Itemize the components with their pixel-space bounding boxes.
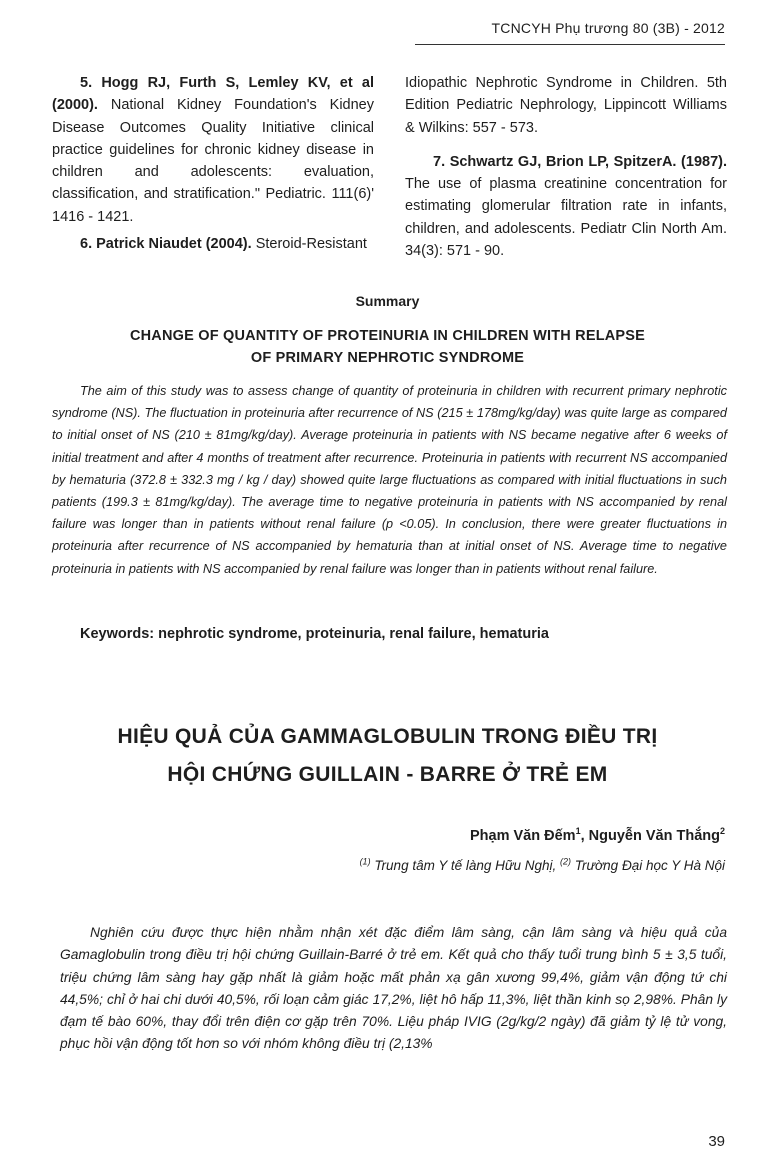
article-title-line-1: HIỆU QUẢ CỦA GAMMAGLOBULIN TRONG ĐIỀU TRỊ [117, 725, 658, 748]
author-1: Phạm Văn Đếm [470, 828, 576, 844]
reference-text: The use of plasma creatinine concentration for estimating glomerular filtration rate in infants, children, and adolescents. Pediatr Clin North Am. 34(3): 571 - 90. [405, 176, 727, 260]
affiliation-1-mark: (1) [359, 856, 371, 867]
affiliation-2: Trường Đại học Y Hà Nội [570, 858, 725, 873]
author-separator: , [580, 828, 589, 844]
article-abstract: Nghiên cứu được thực hiện nhằm nhận xét đặc điểm lâm sàng, cận lâm sàng và hiệu quả của Gamaglobulin trong điều trị hội chứng Guillain-Barré ở trẻ em. Kết quả cho thấy tuổi trung bình 5 ± 3,5 tuổi, triệu chứng lâm sàng hay gặp nhất là giảm hoặc mất phản xạ gân xương 99,4%, giảm vận động tứ chi 44,5%; chỉ ở hai chi dưới 40,5%, rối loạn cảm giác 17,2%, liệt hô hấp 11,3%, liệt thần kinh sọ 2,98%. Phân ly đạm tế bào 60%, thay đổi trên điện cơ gặp trên 70%. Liệu pháp IVIG (2g/kg/2 ngày) đã giảm tỷ lệ tử vong, phục hồi vận động tốt hơn so với nhóm không điều trị (2,13% [60, 925, 727, 1052]
summary-title-line-1: CHANGE OF QUANTITY OF PROTEINURIA IN CHILDREN WITH RELAPSE [129, 328, 646, 344]
keywords: Keywords: nephrotic syndrome, proteinuria, renal failure, hematuria [80, 626, 549, 642]
reference-text: National Kidney Foundation's Kidney Disease Outcomes Quality Initiative clinical practice guidelines for chronic kidney disease in children and adolescents: evaluation, classification, and stratification." Pediatric. 111(6)' 1416 - 1421. [52, 97, 374, 225]
author-2: Nguyễn Văn Thắng [588, 828, 720, 844]
reference-authors: Schwartz GJ, Brion LP, SpitzerA. (1987). [449, 153, 727, 170]
reference-number: 7. [433, 153, 446, 170]
summary-title-line-2: OF PRIMARY NEPHROTIC SYNDROME [250, 350, 525, 366]
article-title [60, 718, 715, 794]
article-title-line-2: HỘI CHỨNG GUILLAIN - BARRE Ở TRẺ EM [167, 763, 608, 786]
summary-heading: Summary [355, 293, 420, 309]
author-2-affiliation-mark: 2 [719, 826, 725, 837]
affiliation-1: Trung tâm Y tế làng Hữu Nghị, [370, 858, 560, 873]
journal-header: TCNCYH Phụ trương 80 (3B) - 2012 [491, 20, 725, 36]
summary-abstract: The aim of this study was to assess change of quantity of proteinuria in children with recurrent primary nephrotic syndrome (NS). The fluctuation in proteinuria after recurrence of NS (215 ± 178mg/kg/day) was quite large as compared to initial onset of NS (210 ± 81mg/kg/day). Average proteinuria in patients with NS became negative after 6 weeks of initial treatment and after 4 months of treatment after recurrence. Proteinuria in patients with recurrent NS accompanied by hematuria (372.8 ± 332.3 mg / kg / day) showed quite large fluctuations as compared with initial fluctuations in such patients (199.3 ± 81mg/kg/day). The average time to negative proteinuria in patients with NS accompanied by renal failure was longer than in patients without renal failure (p <0.05). In conclusion, there were greater fluctuations in proteinuria after recurrence of NS accompanied by hematuria than at initial onset of NS. Average time to negative proteinuria in patients with NS accompanied by renal failure was longer than in patients without renal failure. [52, 384, 727, 576]
header-rule [415, 44, 725, 45]
reference-number: 5. [80, 75, 93, 91]
reference-5 [52, 72, 374, 228]
summary-title [100, 325, 675, 369]
reference-6 [52, 233, 374, 255]
references-right-column [405, 72, 727, 267]
reference-6-continued: Idiopathic Nephrotic Syndrome in Children. 5th Edition Pediatric Nephrology, Lippincott Williams & Wilkins: 557 - 573. [405, 75, 727, 136]
author-1-affiliation-mark: 1 [575, 826, 581, 837]
reference-7 [405, 151, 727, 262]
reference-authors: Hogg RJ, Furth S, Lemley KV, et al (2000). [52, 75, 374, 114]
affiliation-2-mark: (2) [559, 856, 571, 867]
page-number: 39 [708, 1133, 725, 1150]
references-section [52, 72, 727, 267]
reference-text: Steroid-Resistant [251, 236, 367, 253]
references-left-column [52, 72, 374, 267]
article-authors [470, 828, 725, 844]
reference-number: 6. [80, 236, 93, 253]
affiliations [360, 858, 725, 873]
reference-authors: Patrick Niaudet (2004). [96, 236, 252, 253]
